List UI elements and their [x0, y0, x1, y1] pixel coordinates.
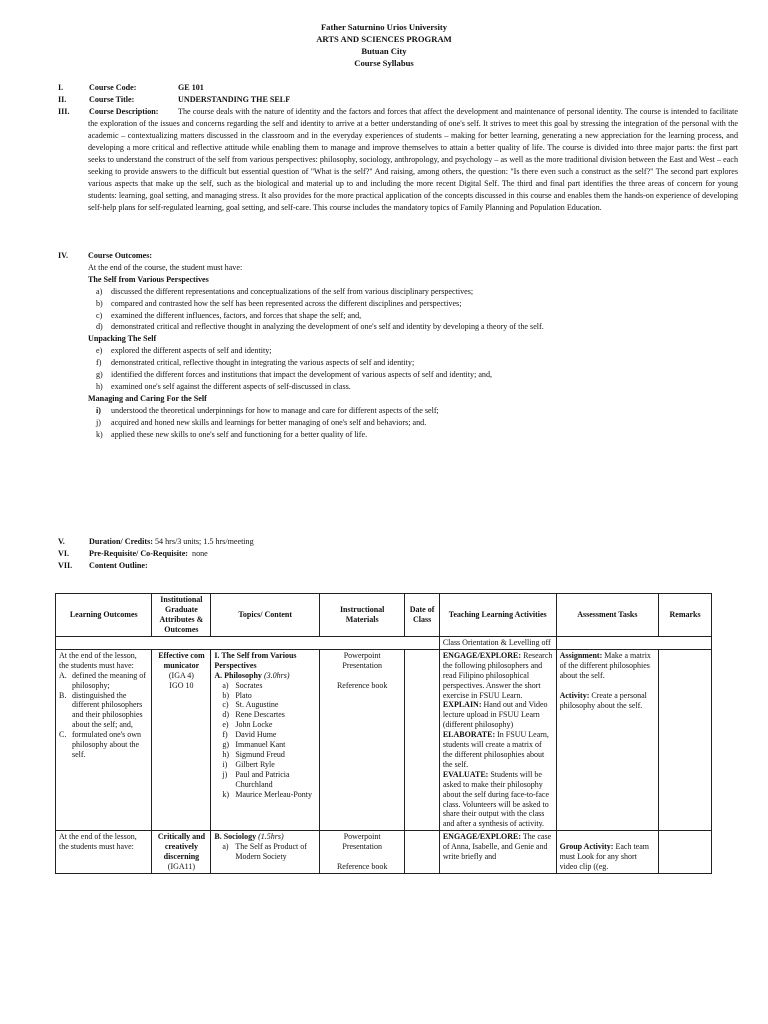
orientation-cell: Class Orientation & Levelling off [439, 637, 556, 650]
section-numeral: VII. [58, 561, 73, 570]
tla-key: EVALUATE: [442, 769, 489, 779]
philosopher-list [214, 681, 316, 800]
content-outline-table [55, 593, 712, 874]
attribute-title: Critically and creatively discerning [157, 832, 206, 862]
attribute-title: Effective communicator [158, 650, 205, 670]
item-letter: f) [96, 358, 102, 368]
section-numeral: VI. [58, 549, 70, 558]
content-outline-label: Content Outline: [89, 561, 148, 570]
item-text: The Self as Product of Modern Society [235, 842, 307, 862]
item-text: Rene Descartes [235, 710, 285, 720]
item-letter: d) [222, 710, 230, 720]
column-header: Learning Outcomes [56, 594, 152, 637]
outcome-intro: At the end of the lesson, the students must have: [59, 832, 137, 852]
item-text: formulated one's own philosophy about the self. [72, 730, 141, 759]
tla-entry [443, 770, 553, 829]
item-text: Socrates [235, 680, 263, 690]
list-item [222, 770, 316, 790]
item-text: defined the meaning of philosophy; [72, 670, 146, 690]
outcome-group-title: The Self from Various Perspectives [88, 274, 209, 284]
course-outcomes-label: Course Outcomes: [88, 251, 153, 260]
item-letter: j) [96, 417, 101, 427]
item-letter: k) [222, 789, 230, 799]
item-text: Gilbert Ryle [235, 759, 275, 769]
topic-subtitle: A. Philosophy [214, 670, 262, 680]
column-header: Instructional Materials [320, 594, 405, 637]
item-letter: h) [96, 381, 103, 391]
item-letter: b) [96, 298, 103, 308]
list-item [222, 700, 316, 710]
item-text: discussed the different representations and conceptualizations of the self from various disciplinary perspectives; [111, 286, 474, 296]
list-item [88, 310, 738, 322]
list-item [222, 740, 316, 750]
date-cell [405, 649, 440, 830]
course-title-label: Course Title: [89, 95, 135, 104]
item-letter: j) [222, 769, 228, 779]
course-outcomes [88, 250, 738, 441]
document-title: Course Syllabus [354, 58, 414, 68]
remarks-cell [659, 831, 712, 874]
list-item [222, 681, 316, 691]
item-letter: a) [222, 842, 229, 852]
assessment-key: Activity: [559, 690, 590, 700]
list-item [222, 760, 316, 770]
material-item: Powerpoint Presentation [342, 650, 382, 670]
tla-entry [443, 700, 553, 730]
outcome-group-title: Unpacking The Self [88, 334, 157, 344]
item-text: demonstrated critical, reflective thought in integrating the various aspects of self and identity; [111, 358, 415, 368]
topic-subtitle: B. Sociology [214, 832, 257, 842]
item-letter: g) [96, 370, 103, 380]
course-outcomes-intro: At the end of the course, the student must have: [88, 262, 243, 272]
item-text: applied these new skills to one's self and functioning for a better quality of life. [111, 429, 368, 439]
table-row [56, 649, 712, 830]
attribute-code: IGO 10 [169, 680, 194, 690]
tla-key: EXPLAIN: [442, 700, 482, 710]
assessment-text: Create a personal philosophy about the self. [559, 690, 647, 710]
item-text: explored the different aspects of self and identity; [111, 346, 272, 356]
item-letter: i) [222, 759, 228, 769]
topic-hours: (1.5hrs) [258, 832, 284, 842]
column-header: Assessment Tasks [556, 594, 659, 637]
item-letter: g) [222, 740, 230, 750]
item-letter: a) [96, 286, 103, 296]
list-item [222, 790, 316, 800]
topics-cell [211, 831, 320, 874]
list-item [59, 691, 148, 731]
item-text: Sigmund Freud [235, 749, 285, 759]
section-numeral: III. [58, 107, 70, 116]
tla-entry [443, 730, 553, 770]
list-item [88, 345, 738, 357]
outcome-list [88, 345, 738, 393]
item-letter: C. [59, 730, 67, 740]
item-letter: d) [96, 322, 103, 332]
list-item [88, 405, 738, 417]
column-header: Teaching Learning Activities [439, 594, 556, 637]
course-description-label: Course Description: [89, 107, 159, 116]
list-item [222, 691, 316, 701]
item-text: identified the different forces and institutions that impact the development of various aspects of self and identity; and, [111, 370, 493, 380]
item-letter: i) [96, 405, 101, 415]
learning-outcomes-cell [56, 831, 152, 874]
document-header [0, 21, 768, 69]
item-letter: h) [222, 749, 230, 759]
assessment-key: Group Activity: [559, 842, 614, 852]
learning-outcomes-cell [56, 649, 152, 830]
item-letter: A. [59, 670, 67, 680]
outcome-groups [88, 274, 738, 441]
list-item [222, 730, 316, 740]
list-item [88, 357, 738, 369]
material-item: Reference book [336, 862, 388, 872]
table-header-row [56, 594, 712, 637]
item-letter: b) [222, 690, 230, 700]
section-numeral: II. [58, 95, 67, 104]
item-letter: c) [96, 310, 103, 320]
section-numeral: I. [58, 83, 64, 92]
attribute-code: (IGA11) [167, 861, 196, 871]
item-letter: k) [96, 429, 103, 439]
section-numeral: V. [58, 537, 65, 546]
section-numeral: IV. [58, 251, 68, 260]
graduate-attributes-cell [152, 831, 211, 874]
course-description-text: The course deals with the nature of identity and the factors and forces that affect the development and maintenance of personal identity. The course is intended to facilitate the exploration of the issues and concerns regarding the self and identity to arrive at a better understanding of one's self. It strives to meet this goal by stressing the integration of the personal with the academic – contextualizing matters discussed in the classroom and in the everyday experiences of students – making for better learning, generating a new appreciation for the learning process, and developing a more critical and reflective attitude while enabling them to manage and improve themselves to attain a better quality of life. The course is divided into three major parts: the first part seeks to understand the construct of the self from various perspectives: philosophy, sociology, anthropology, and psychology – as well as the more traditional division between the East and West – each seeking to provide answers to the difficult but essential question of "What is the self?" And raising, among others, the question: "Is there even such a construct as the self?" The second part explores various aspects that make up the self, such as the biological and material up to and including the more recent Digital Self. The third and final part identifies the three areas of concern for young students: learning, goal setting, and managing stress. It also provides for the more practical application of the concepts discussed in this course and enables them the hands-on experience of developing self-help plans for self-regulated learning, goal setting, and self-care. This course includes the mandatory topics of Family Planning and Population Education. [88, 107, 738, 212]
outcome-intro: At the end of the lesson, the students must have: [59, 650, 137, 670]
tla-key: ELABORATE: [442, 730, 496, 740]
material-item: Powerpoint Presentation [342, 832, 382, 852]
list-item [222, 710, 316, 720]
item-text: examined one's self against the different aspects of self-discussed in class. [111, 381, 351, 391]
table-row [56, 831, 712, 874]
assessment-key: Assignment: [559, 650, 603, 660]
tla-cell [439, 831, 556, 874]
topic-list [214, 842, 316, 862]
item-text: Immanuel Kant [235, 740, 286, 750]
tla-key: ENGAGE/EXPLORE: [442, 650, 522, 660]
tla-text: In FSUU Learn, students will create a matrix of the different philosophies about the self. [442, 730, 549, 769]
prerequisite-value: none [187, 549, 208, 558]
item-text: David Hume [235, 730, 277, 740]
duration-label: Duration/ Credits: [89, 537, 153, 546]
list-item [88, 321, 738, 333]
duration-value: 54 hrs/3 units; 1.5 hrs/meeting [152, 537, 254, 546]
item-letter: a) [222, 680, 229, 690]
item-letter: c) [222, 700, 229, 710]
item-text: Paul and Patricia Churchland [235, 769, 290, 789]
tla-text: Hand out and Video lecture upload in FSUU Learn (different philosophy) [442, 700, 548, 730]
item-text: compared and contrasted how the self has been represented across the different disciplines and perspectives; [111, 298, 462, 308]
tla-cell [439, 649, 556, 830]
item-letter: e) [96, 346, 103, 356]
item-letter: B. [59, 690, 67, 700]
item-letter: e) [222, 720, 229, 730]
column-header: Institutional Graduate Attributes & Outcomes [152, 594, 211, 637]
item-letter: f) [222, 730, 228, 740]
item-text: examined the different influences, factors, and forces that shape the self; and, [111, 310, 362, 320]
tla-entry [443, 651, 553, 701]
item-text: acquired and honed new skills and learnings for better managing of one's self and behaviors; and. [111, 417, 427, 427]
tla-key: ENGAGE/EXPLORE: [442, 832, 522, 842]
item-text: Maurice Merleau-Ponty [235, 789, 312, 799]
graduate-attributes-cell [152, 649, 211, 830]
topics-cell [211, 649, 320, 830]
item-text: John Locke [235, 720, 273, 730]
list-item [222, 842, 316, 862]
list-item [59, 671, 148, 691]
list-item [222, 750, 316, 760]
materials-cell [320, 649, 405, 830]
prerequisite-label: Pre-Requisite/ Co-Requisite: [89, 549, 188, 558]
outcome-list [88, 405, 738, 441]
list-item [88, 298, 738, 310]
item-text: Plato [235, 690, 252, 700]
assessment-text: Each team must Look for any short video clip ((eg. [559, 842, 649, 872]
list-item [88, 381, 738, 393]
item-text: understood the theoretical underpinnings for how to manage and care for different aspects of the self; [111, 405, 439, 415]
tla-text: Research the following philosophers and read Filipino philosophical perspectives. Answer the short exercise in FSUU Learn. [442, 650, 553, 700]
date-cell [405, 831, 440, 874]
university-name: Father Saturnino Urios University [320, 22, 448, 32]
list-item [222, 720, 316, 730]
column-header: Topics/ Content [211, 594, 320, 637]
materials-cell [320, 831, 405, 874]
list-item [88, 429, 738, 441]
item-text: demonstrated critical and reflective thought in analyzing the development of one's self and identity by developing a theory of the self. [111, 322, 544, 332]
material-item: Reference book [336, 680, 388, 690]
topic-hours: (3.0hrs) [263, 670, 290, 680]
item-text: St. Augustine [235, 700, 279, 710]
tla-text: Students will be asked to make their philosophy about the self during face-to-face class. Volunteers will be asked to share their output with the class and after a synthesis of activity. [442, 769, 549, 829]
assessment-cell [556, 831, 659, 874]
column-header: Date of Class [405, 594, 440, 637]
program-name: ARTS AND SCIENCES PROGRAM [316, 34, 452, 44]
table-row [56, 637, 712, 650]
remarks-cell [659, 649, 712, 830]
list-item [88, 286, 738, 298]
course-code-value: GE 101 [178, 83, 204, 92]
attribute-code: (IGA 4) [168, 670, 194, 680]
column-header: Remarks [659, 594, 712, 637]
city-name: Butuan City [361, 46, 407, 56]
outcome-group-title: Managing and Caring For the Self [88, 393, 207, 403]
outcome-list [59, 671, 148, 760]
course-code-label: Course Code: [89, 83, 137, 92]
item-text: distinguished the different philosophers and their philosophies about the self; and, [72, 690, 143, 730]
list-item [88, 417, 738, 429]
list-item [88, 369, 738, 381]
outcome-list [88, 286, 738, 334]
topic-title: I. The Self from Various Perspectives [214, 650, 297, 670]
list-item [59, 730, 148, 760]
tla-text: The case of Anna, Isabelle, and Genie and write briefly and [442, 832, 552, 862]
course-title-value: UNDERSTANDING THE SELF [178, 95, 291, 104]
assessment-cell [556, 649, 659, 830]
assessment-text: Make a matrix of the different philosophies about the self. [559, 650, 651, 680]
